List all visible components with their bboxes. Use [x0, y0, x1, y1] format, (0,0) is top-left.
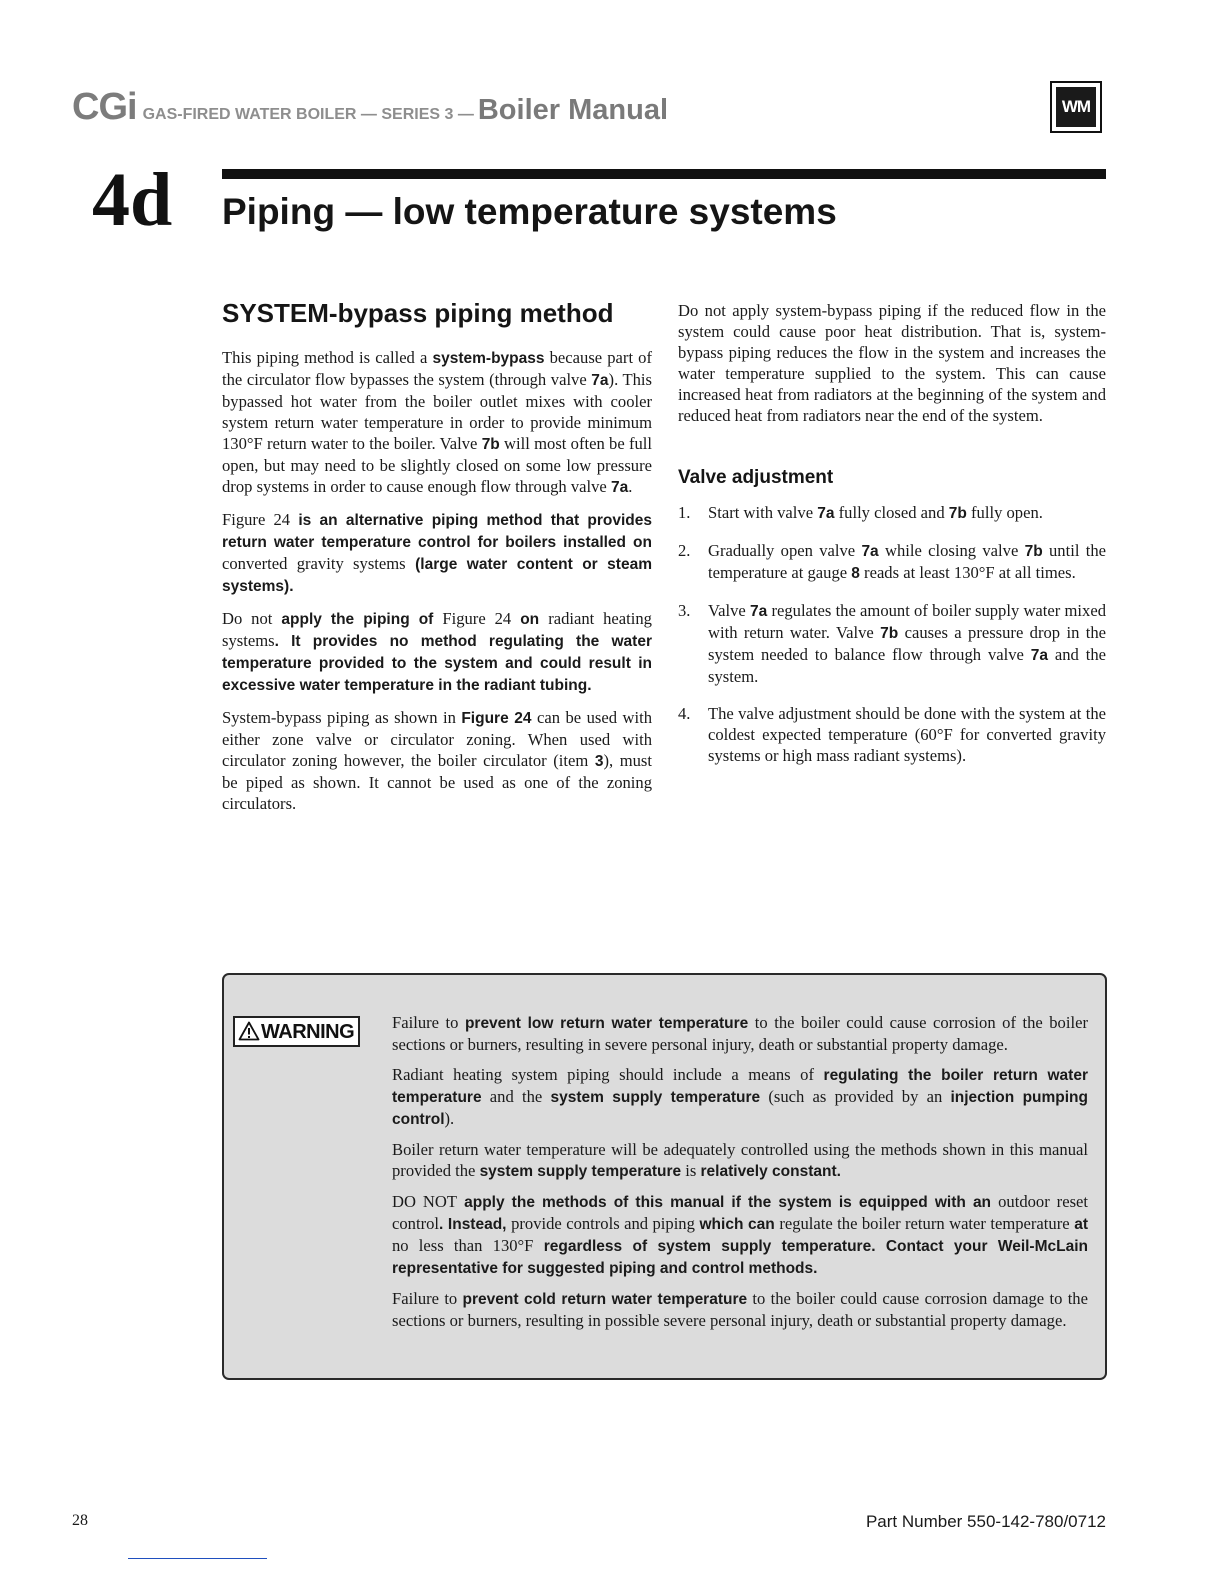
bold-term: injection pumping control: [392, 1089, 1088, 1128]
left-column: [222, 298, 652, 825]
bold-term: . Instead,: [439, 1216, 512, 1233]
bold-term: 7b: [880, 625, 899, 642]
list-item: [678, 540, 1106, 584]
warning-text: [392, 1012, 1088, 1340]
text-run: ). This bypassed hot water from the boiler outlet mixes with cooler system return water temperature in order to provide minimum 130°F return water to the boiler. Valve: [222, 370, 652, 453]
text-run: and the system.: [708, 645, 1106, 686]
bold-term: which can: [694, 1216, 780, 1233]
step-number: 1.: [678, 503, 691, 522]
warning-box: [222, 973, 1107, 1380]
step-number: 2.: [678, 541, 691, 560]
list-item: [678, 703, 1106, 766]
valve-adjustment-heading: Valve adjustment: [678, 467, 834, 488]
text-run: and the: [481, 1087, 551, 1106]
brand-name: CGi: [72, 86, 137, 128]
bold-term: 3: [594, 753, 604, 770]
text-run: DO NOT: [392, 1192, 458, 1211]
bold-term: apply the methods of this manual if the system is equipped with an: [457, 1194, 999, 1211]
part-number: Part Number 550-142-780/0712: [865, 1512, 1106, 1531]
text-run: while closing valve: [878, 541, 1025, 560]
bold-term: system supply temperature: [550, 1089, 761, 1106]
bold-term: 7a: [817, 505, 835, 522]
bold-term: 7a: [591, 372, 609, 389]
paragraph: [222, 509, 652, 597]
bold-term: 7a: [750, 603, 768, 620]
section-number: 4d: [92, 158, 173, 242]
warning-label: WARNING: [261, 1021, 355, 1043]
step-number: 3.: [678, 601, 691, 620]
text-run: .: [628, 477, 633, 496]
bold-term: at: [1069, 1216, 1088, 1233]
page-number: 28: [72, 1512, 88, 1529]
bold-term: prevent cold return water temperature: [462, 1291, 748, 1308]
product-series: GAS-FIRED WATER BOILER — SERIES 3 —: [142, 106, 474, 123]
warning-triangle-icon: [238, 1021, 260, 1041]
text-run: Figure 24: [442, 609, 512, 628]
text-run: outdoor reset control: [392, 1192, 1089, 1233]
document-header: [72, 86, 668, 129]
bold-term: on: [511, 611, 549, 628]
text-run: Start with valve: [708, 503, 818, 522]
paragraph: Do not apply system-bypass piping if the reduced flow in the system could cause poor heat distribution. That is, system-bypass piping reduces the flow in the system and increases the water temperature supplied to the system. This can cause increased heat from radiators at the beginning of the system and reduced heat from radiators near the end of the system.: [678, 301, 1106, 425]
step-text: [708, 704, 1106, 765]
valve-steps-list: [678, 502, 1106, 766]
text-run: to the boiler could cause corrosion of the boiler sections or burners, resulting in severe personal injury, death or substantial property damage.: [392, 1013, 1088, 1054]
text-run: converted gravity systems: [222, 554, 406, 573]
manual-title: Boiler Manual: [477, 94, 669, 126]
bold-term: regardless of system supply temperature. Contact your Weil-McLain representative for suggested piping and control methods.: [392, 1238, 1088, 1277]
bold-term: 7b: [481, 436, 500, 453]
text-run: because part of the circulator flow bypasses the system (through valve: [222, 348, 653, 389]
text-run: ), must be piped as shown. It cannot be used as one of the zoning circulators.: [222, 751, 652, 813]
text-run: fully closed and: [834, 503, 949, 522]
bypass-heading: SYSTEM-bypass piping method: [222, 298, 614, 328]
text-run: reads at least 130°F at all times.: [859, 563, 1076, 582]
right-column: [678, 300, 1106, 782]
bold-term: 7a: [610, 479, 629, 496]
bold-term: Figure 24: [461, 710, 532, 727]
text-run: Gradually open valve: [708, 541, 862, 560]
bold-term: prevent low return water temperature: [464, 1015, 749, 1032]
bold-term: . It provides no method regulating the water temperature provided to the system and could result in excessive water temperature in the radiant tubing.: [222, 633, 652, 694]
text-run: Radiant heating system piping should include a means of: [392, 1065, 824, 1084]
text-run: can be used with either zone valve or circulator zoning. When used with circulator zoning however, the boiler circulator (item: [222, 708, 653, 770]
bold-term: system-bypass: [432, 350, 545, 367]
section-rule: [222, 169, 1106, 179]
text-run: causes a pressure drop in the system needed to balance flow through valve: [708, 623, 1107, 664]
text-run: until the temperature at gauge: [708, 541, 1106, 582]
bold-term: relatively constant.: [700, 1163, 841, 1180]
step-text: [708, 503, 1043, 522]
warning-paragraph: [392, 1139, 1088, 1182]
text-run: no less than 130°F: [392, 1236, 534, 1255]
text-run: will most often be full open, but may need to be slightly closed on some low pressure drop systems in order to cause enough flow through valve: [222, 434, 652, 496]
bold-term: system supply temperature: [479, 1163, 682, 1180]
bold-term: 7b: [948, 505, 967, 522]
warning-paragraph: [392, 1191, 1088, 1279]
text-run: Figure 24: [222, 510, 291, 529]
text-run: Valve: [708, 601, 750, 620]
paragraph: [222, 608, 652, 696]
text-run: Failure to: [392, 1013, 465, 1032]
list-item: [678, 502, 1106, 524]
text-run: is: [681, 1161, 701, 1180]
text-run: The valve adjustment should be done with the system at the coldest expected temperature (60°F for converted gravity systems or high mass radiant systems).: [708, 704, 1106, 765]
bold-term: apply the piping of: [272, 611, 443, 628]
text-run: regulate the boiler return water temperature: [779, 1214, 1070, 1233]
step-number: 4.: [678, 704, 691, 723]
text-run: Failure to: [392, 1289, 463, 1308]
text-run: System-bypass piping as shown in: [222, 708, 462, 727]
bold-term: 7a: [1030, 647, 1049, 664]
paragraph: [222, 707, 652, 814]
text-run: to the boiler could cause corrosion damage to the sections or burners, resulting in possible severe personal injury, death or substantial property damage.: [392, 1289, 1088, 1330]
text-run: ).: [444, 1109, 455, 1128]
footer-line: [128, 1558, 267, 1559]
bold-term: 7b: [1024, 543, 1043, 560]
bold-term: 8: [851, 565, 860, 582]
section-title: Piping — low temperature systems: [222, 191, 837, 232]
step-text: [708, 541, 1106, 582]
list-item: [678, 600, 1106, 687]
text-run: fully open.: [966, 503, 1043, 522]
text-run: This piping method is called a: [222, 348, 433, 367]
paragraph: [222, 347, 652, 498]
text-run: radiant heating systems: [222, 609, 652, 650]
step-text: [708, 601, 1106, 686]
text-run: regulates the amount of boiler supply water mixed with return water. Valve: [708, 601, 1106, 642]
text-run: provide controls and piping: [511, 1214, 695, 1233]
bold-term: 7a: [861, 543, 879, 560]
warning-badge: [233, 1016, 360, 1047]
weil-mclain-logo: [1050, 81, 1102, 133]
warning-paragraph: [392, 1288, 1088, 1331]
text-run: Boiler return water temperature will be adequately controlled using the methods shown in this manual provided the: [392, 1140, 1088, 1180]
text-run: Do not: [222, 609, 273, 628]
bold-term: (large water content or steam systems).: [222, 556, 652, 595]
text-run: (such as provided by an: [760, 1087, 951, 1106]
warning-paragraph: [392, 1064, 1088, 1130]
warning-paragraph: [392, 1012, 1088, 1055]
bold-term: regulating the boiler return water temperature: [392, 1067, 1088, 1106]
logo-mark: WM: [1056, 87, 1096, 127]
bold-term: is an alternative piping method that provides return water temperature control for boilers installed on: [222, 512, 652, 551]
